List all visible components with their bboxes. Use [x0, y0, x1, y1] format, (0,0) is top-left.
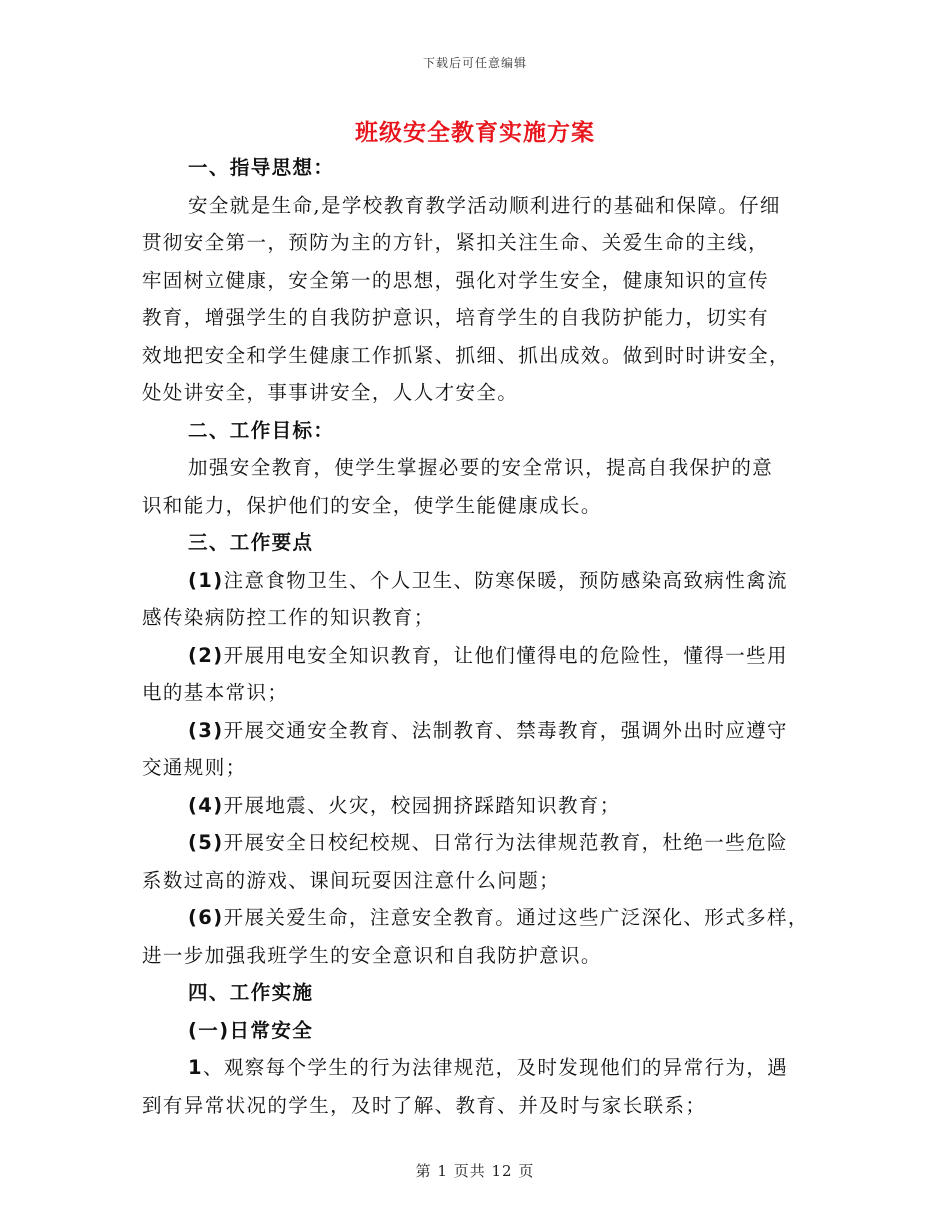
section-heading-work-goals: 二、工作目标：	[188, 418, 335, 442]
list-item	[142, 637, 814, 675]
list-item-number: (3)	[188, 718, 224, 742]
subsection-number: (一)	[188, 1018, 230, 1042]
list-item-continuation: 进一步加强我班学生的安全意识和自我防护意识。	[142, 943, 602, 967]
list-item	[142, 787, 814, 825]
list-item	[142, 712, 814, 750]
list-item-text: 开展安全日校纪校规、日常行为法律规范教育，杜绝一些危险	[223, 831, 788, 854]
document-body	[142, 149, 814, 1124]
list-item-text: 、观察每个学生的行为法律规范，及时发现他们的异常行为，遇	[202, 1056, 789, 1079]
paragraph-line: 牢固树立健康，安全第一的思想，强化对学生安全，健康知识的宣传	[142, 268, 770, 292]
paragraph-line: 识和能力，保护他们的安全，使学生能健康成长。	[142, 493, 602, 517]
paragraph-line: 效地把安全和学生健康工作抓紧、抓细、抓出成效。做到时时讲安全，	[142, 343, 790, 367]
list-item-number: (1)	[188, 568, 224, 592]
list-item	[142, 824, 814, 862]
list-item-text: 注意食物卫生、个人卫生、防寒保暖，预防感染高致病性禽流	[223, 568, 788, 592]
list-item-number: 1	[188, 1056, 203, 1079]
list-item-number: (4)	[188, 793, 224, 817]
list-item	[142, 899, 814, 937]
list-item-continuation: 交通规则；	[142, 756, 247, 779]
list-item	[142, 1049, 814, 1087]
section-heading-guiding-ideology: 一、指导思想：	[188, 156, 335, 179]
section-heading-work-points: 三、工作要点	[188, 531, 314, 554]
list-item-text: 开展交通安全教育、法制教育、禁毒教育，强调外出时应遵守	[223, 718, 788, 742]
document-title: 班级安全教育实施方案	[355, 119, 595, 146]
subsection-title: 日常安全	[229, 1018, 314, 1042]
page-footer: 第 1 页共 12 页	[415, 1162, 535, 1180]
list-item	[142, 562, 814, 600]
list-item-continuation: 感传染病防控工作的知识教育；	[142, 606, 435, 629]
section-heading-work-implementation: 四、工作实施	[188, 981, 314, 1004]
list-item-text: 开展关爱生命，注意安全教育。通过这些广泛深化、形式多样，	[223, 906, 809, 929]
list-item-text: 开展用电安全知识教育，让他们懂得电的危险性，懂得一些用	[223, 643, 788, 667]
paragraph-line: 贯彻安全第一，预防为主的方针，紧扣关注生命、关爱生命的主线，	[142, 231, 770, 254]
paragraph-line: 安全就是生命,是学校教育教学活动顺利进行的基础和保障。仔细	[188, 193, 781, 217]
list-item-number: (6)	[188, 906, 224, 929]
header-note: 下载后可任意编辑	[422, 56, 527, 70]
list-item-continuation: 到有异常状况的学生，及时了解、教育、并及时与家长联系；	[142, 1093, 707, 1117]
list-item-continuation: 电的基本常识；	[142, 681, 289, 704]
list-item-number: (2)	[188, 643, 224, 667]
list-item-number: (5)	[188, 831, 224, 854]
list-item-continuation: 系数过高的游戏、课间玩耍因注意什么问题；	[142, 868, 561, 892]
subsection-heading-daily-safety	[142, 1012, 814, 1050]
paragraph-line: 教育，增强学生的自我防护意识，培育学生的自我防护能力，切实有	[142, 306, 770, 329]
paragraph-line: 处处讲安全，事事讲安全，人人才安全。	[142, 381, 519, 404]
list-item-text: 开展地震、火灾，校园拥挤踩踏知识教育；	[223, 793, 621, 817]
paragraph-line: 加强安全教育，使学生掌握必要的安全常识，提高自我保护的意	[188, 456, 774, 479]
